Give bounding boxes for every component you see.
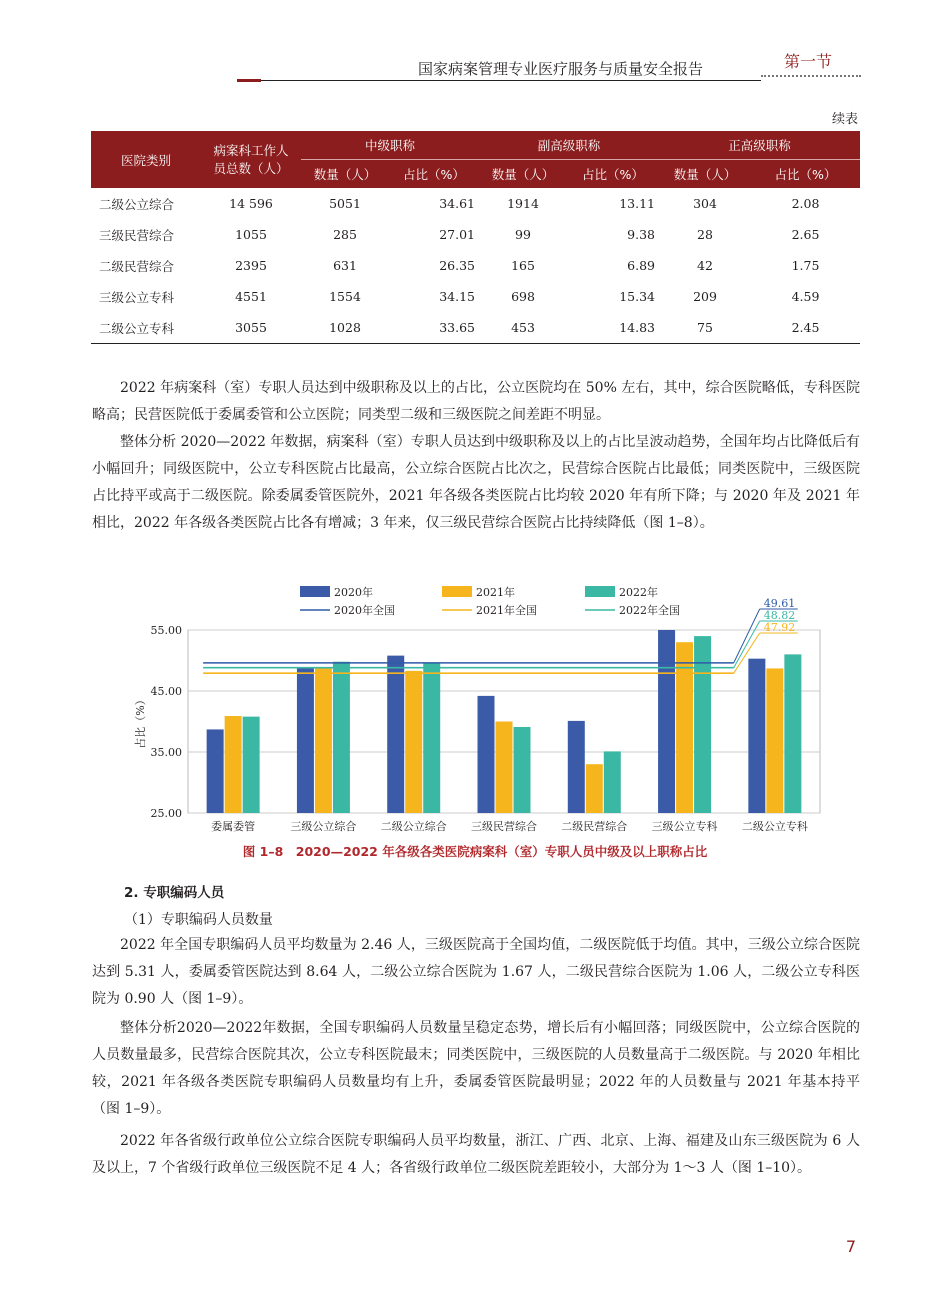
table-cell: 14 596 <box>229 196 273 211</box>
table-cell: 15.34 <box>619 289 655 304</box>
legend-label: 2022年全国 <box>619 604 680 617</box>
table-cell: 165 <box>511 258 535 273</box>
legend-swatch <box>300 586 330 597</box>
bar-1 <box>297 668 314 813</box>
bar-1 <box>658 630 675 813</box>
bar-1 <box>568 721 585 813</box>
header-deputy-count: 数量（人） <box>479 160 567 189</box>
x-tick-label: 三级公立专科 <box>651 820 718 833</box>
bar-1 <box>748 659 765 813</box>
header-deputy-senior-title: 副高级职称 <box>479 131 659 160</box>
table-cell: 304 <box>693 196 717 211</box>
table-cell: 26.35 <box>439 258 475 273</box>
paragraph-5: 2022 年各省级行政单位公立综合医院专职编码人员平均数量，浙江、广西、北京、上海、福建及山东三级医院为 6 人及以上，7 个省级行政单位三级医院不足 4 人；各省级行政单位二级医院差距较小，大部分为 1～3 人（图 1–10）。 <box>92 1133 860 1176</box>
y-tick-label: 55.00 <box>150 624 182 637</box>
running-header-title: 国家病案管理专业医疗服务与质量安全报告 <box>418 60 704 78</box>
bar-3 <box>243 717 260 813</box>
x-tick-label: 二级民营综合 <box>561 820 628 833</box>
legend-label: 2020年全国 <box>334 604 395 617</box>
reference-value-label: 48.82 <box>763 609 796 622</box>
x-tick-label: 三级公立综合 <box>290 820 357 833</box>
x-tick-label: 二级公立专科 <box>741 820 808 833</box>
bar-1 <box>387 656 404 813</box>
header-mid-ratio: 占比（%） <box>389 160 479 189</box>
legend-label: 2021年 <box>476 586 515 599</box>
table-cell: 2.65 <box>791 227 820 242</box>
section-heading: 2. 专职编码人员 <box>124 885 225 901</box>
section-label: 第一节 <box>784 52 833 71</box>
table-cell: 3055 <box>201 312 301 344</box>
reference-value-label: 49.61 <box>763 597 796 610</box>
table-cell: 13.11 <box>619 196 655 211</box>
legend-label: 2022年 <box>619 586 658 599</box>
reference-leader <box>734 609 760 663</box>
y-tick-label: 45.00 <box>150 685 182 698</box>
table-cell: 二级民营综合 <box>99 258 175 274</box>
bar-1 <box>207 729 224 813</box>
table-cell: 5051 <box>329 196 361 211</box>
paragraph-4: 整体分析2020—2022年数据，全国专职编码人员数量呈稳定态势，增长后有小幅回落；同级医院中，公立综合医院的人员数量最多，民营综合医院其次，公立专科医院最末；同类医院中，三级医院的人员数量高于二级医院。与 2020 年相比较，2021 年各级各类医院专职编码人员数量均有上升，委属委管医院最明显；2022 年的人员数量与 2021 年基本持平（图 1–9）。 <box>92 1020 860 1117</box>
paragraph-3: 2022 年全国专职编码人员平均数量为 2.46 人，三级医院高于全国均值，二级医院低于均值。其中，三级公立综合医院达到 5.31 人，委属委管医院达到 8.64 人，二级公立综合医院为 1.67 人，二级民营综合医院为 1.06 人，二级公立专科医院为 0.90 人（图 1–9）。 <box>92 937 860 1007</box>
bar-2 <box>766 668 783 813</box>
bar-2 <box>315 668 332 813</box>
header-deputy-ratio: 占比（%） <box>567 160 659 189</box>
table-cell: 2.45 <box>751 312 860 344</box>
table-cell: 34.61 <box>439 196 475 211</box>
header-dotted-rule <box>761 75 861 77</box>
table-cell: 4551 <box>235 289 267 304</box>
reference-value-label: 47.92 <box>763 621 796 634</box>
paragraph-2: 整体分析 2020—2022 年数据，病案科（室）专职人员达到中级职称及以上的占比呈波动趋势，全国年均占比降低后有小幅回升；同级医院中，公立专科医院占比最高，公立综合医院占比次之，民营综合医院占比最低；同类医院中，三级医院占比持平或高于二级医院。除委属委管医院外，2021 年各级各类医院占比均较 2020 年有所下降；与 2020 年及 2021 年相比，2022 年各级各类医院占比各有增减；3 年来，仅三级民营综合医院占比持续降低（图 1–8）。 <box>92 434 860 531</box>
table-cell: 二级公立综合 <box>99 196 175 212</box>
table-row <box>91 250 860 281</box>
bar-3 <box>784 654 801 813</box>
y-tick-label: 25.00 <box>150 807 182 820</box>
table-cell: 99 <box>515 227 531 242</box>
legend-swatch <box>442 586 472 597</box>
header-senior-count: 数量（人） <box>659 160 751 189</box>
table-row <box>91 219 860 250</box>
table-cell: 631 <box>333 258 357 273</box>
bar-1 <box>478 696 495 813</box>
subsection-heading: （1）专职编码人员数量 <box>124 912 273 928</box>
table-cell: 28 <box>697 227 713 242</box>
legend-swatch <box>585 586 615 597</box>
table-row <box>91 312 860 344</box>
bar-2 <box>496 722 513 814</box>
table-cell: 285 <box>333 227 357 242</box>
bar-3 <box>514 727 531 813</box>
bar-3 <box>333 662 350 813</box>
table-cell: 9.38 <box>627 227 655 242</box>
table-cell: 27.01 <box>439 227 475 242</box>
table-cell: 34.15 <box>439 289 475 304</box>
table-row <box>91 188 860 219</box>
table-cell: 42 <box>697 258 713 273</box>
x-tick-label: 二级公立综合 <box>380 820 447 833</box>
table-cell: 75 <box>659 312 751 344</box>
title-ratio-bar-chart <box>130 580 840 836</box>
header-category: 医院类别 <box>91 131 201 188</box>
table-cell: 453 <box>479 312 567 344</box>
header-accent-rule <box>237 79 261 82</box>
table-cell: 4.59 <box>791 289 820 304</box>
header-staff-total: 病案科工作人员总数（人） <box>201 131 301 188</box>
y-tick-label: 35.00 <box>150 746 182 759</box>
table-cell: 二级公立专科 <box>91 312 201 344</box>
table-cell: 1554 <box>329 289 361 304</box>
legend-label: 2021年全国 <box>476 604 537 617</box>
table-cell: 2.08 <box>791 196 820 211</box>
figure-caption: 图 1–8 2020—2022 年各级各类医院病案科（室）专职人员中级及以上职称占比 <box>242 844 708 859</box>
bar-2 <box>225 716 242 813</box>
table-cell: 1028 <box>301 312 389 344</box>
paragraph-1: 2022 年病案科（室）专职人员达到中级职称及以上的占比，公立医院均在 50% 左右，其中，综合医院略低，专科医院略高；民营医院低于委属委管和公立医院；同类型二级和三级医院之间差距不明显。 <box>92 380 860 423</box>
table-cell: 6.89 <box>627 258 655 273</box>
table-cell: 1055 <box>235 227 267 242</box>
x-tick-label: 委属委管 <box>211 820 256 833</box>
table-cell: 1.75 <box>791 258 820 273</box>
table-cell: 209 <box>693 289 717 304</box>
header-senior-title: 正高级职称 <box>659 131 860 160</box>
table-cell: 1914 <box>507 196 539 211</box>
header-mid-count: 数量（人） <box>301 160 389 189</box>
table-cell: 2395 <box>235 258 267 273</box>
bar-2 <box>586 764 603 813</box>
table-cell: 33.65 <box>389 312 479 344</box>
table-row <box>91 281 860 312</box>
bar-3 <box>423 663 440 813</box>
header-mid-title: 中级职称 <box>301 131 479 160</box>
y-axis-label: 占比（%） <box>134 694 147 749</box>
table-cell: 三级公立专科 <box>99 289 175 305</box>
bar-3 <box>604 751 621 813</box>
bar-2 <box>405 671 422 813</box>
table-cell: 698 <box>511 289 535 304</box>
staff-title-table <box>91 131 860 344</box>
table-cell: 14.83 <box>567 312 659 344</box>
table-cell: 三级民营综合 <box>99 227 175 243</box>
header-rule <box>261 80 761 81</box>
table-continued-label: 续表 <box>831 112 858 127</box>
page-number: 7 <box>845 1237 856 1256</box>
x-tick-label: 三级民营综合 <box>471 820 537 833</box>
header-senior-ratio: 占比（%） <box>751 160 860 189</box>
legend-label: 2020年 <box>334 586 373 599</box>
